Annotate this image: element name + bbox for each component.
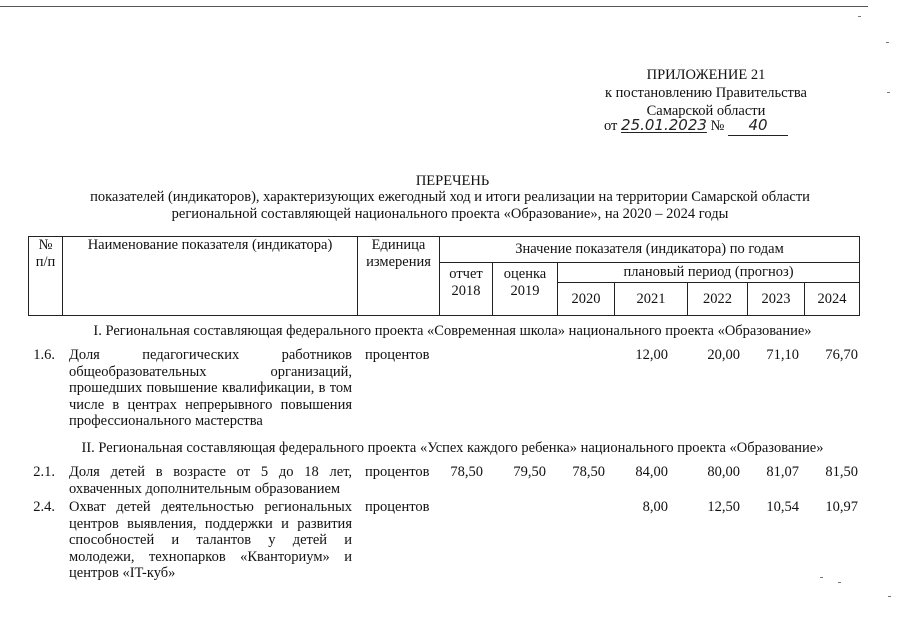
scan-speck: [838, 582, 841, 583]
handwritten-number: 40: [748, 116, 768, 134]
value-2024: 81,50: [825, 464, 858, 480]
header-plan: плановый период (прогноз): [558, 263, 860, 283]
value-2023: 10,54: [766, 499, 799, 515]
document-title: ПЕРЕЧЕНЬ: [415, 173, 490, 189]
value-2021: 12,00: [635, 347, 668, 363]
scan-speck: [858, 16, 861, 17]
header-year-2021: 2021: [615, 283, 688, 316]
value-2021: 8,00: [642, 499, 668, 515]
row-number: 2.4.: [33, 499, 55, 515]
value-2020: 78,50: [572, 464, 605, 480]
scan-speck: [820, 577, 823, 578]
row-number: 2.1.: [33, 464, 55, 480]
row-unit: процентов: [365, 347, 430, 363]
row-indicator-name: Охват детей деятельностью региональных центров выявления, поддержки и развития способностей и талантов у детей и молодежи, технопарков «Кванториум» и центров «IT-куб»: [69, 499, 352, 581]
value-2024: 76,70: [825, 347, 858, 363]
row-number: 1.6.: [33, 347, 55, 363]
value-2018: 78,50: [450, 464, 483, 480]
value-2023: 81,07: [766, 464, 799, 480]
value-2022: 80,00: [707, 464, 740, 480]
header-estimate: оценка 2019: [493, 263, 558, 316]
header-name: Наименование показателя (индикатора): [63, 237, 358, 316]
scan-speck: [887, 92, 890, 93]
appendix-date-number: [604, 116, 788, 136]
header-no: № п/п: [29, 237, 63, 316]
scan-speck: [888, 596, 891, 597]
header-report: отчет 2018: [440, 263, 493, 316]
appendix-line3: Самарской области: [646, 103, 766, 119]
row-unit: процентов: [365, 499, 430, 515]
value-2021: 84,00: [635, 464, 668, 480]
scan-speck: [886, 42, 889, 43]
scan-top-border: [0, 6, 868, 7]
value-2019: 79,50: [513, 464, 546, 480]
value-2022: 12,50: [707, 499, 740, 515]
value-2024: 10,97: [825, 499, 858, 515]
header-unit: Единица измерения: [358, 237, 440, 316]
table-header: [28, 236, 860, 316]
header-year-2020: 2020: [558, 283, 615, 316]
appendix-line2: к постановлению Правительства: [605, 85, 807, 101]
header-year-2024: 2024: [805, 283, 860, 316]
appendix-title: ПРИЛОЖЕНИЕ 21: [646, 67, 766, 83]
handwritten-date: 25.01.2023: [621, 116, 707, 134]
value-2023: 71,10: [766, 347, 799, 363]
header-year-2023: 2023: [748, 283, 805, 316]
appendix-header: [586, 66, 826, 120]
section-title-1: I. Региональная составляющая федерального проекта «Современная школа» национального проекта «Образование»: [93, 323, 812, 339]
row-indicator-name: Доля детей в возрасте от 5 до 18 лет, охваченных дополнительным образованием: [69, 464, 352, 497]
from-label: от: [604, 118, 618, 134]
value-2022: 20,00: [707, 347, 740, 363]
section-title-2: II. Региональная составляющая федерального проекта «Успех каждого ребенка» национального проекта «Образование»: [81, 440, 824, 456]
row-indicator-name: Доля педагогических работников общеобразовательных организаций, прошедших повышение квалификации, в том числе в центрах непрерывного повышения профессионального мастерства: [69, 347, 352, 429]
document-subtitle: показателей (индикаторов), характеризующих ежегодный ход и итоги реализации на территории Самарской области региональной составляющей национального проекта «Образование», на 2020 – 2024 годы: [90, 189, 810, 222]
header-year-2022: 2022: [688, 283, 748, 316]
number-label: №: [710, 118, 725, 134]
header-values-title: Значение показателя (индикатора) по годам: [440, 237, 860, 263]
row-unit: процентов: [365, 464, 430, 480]
